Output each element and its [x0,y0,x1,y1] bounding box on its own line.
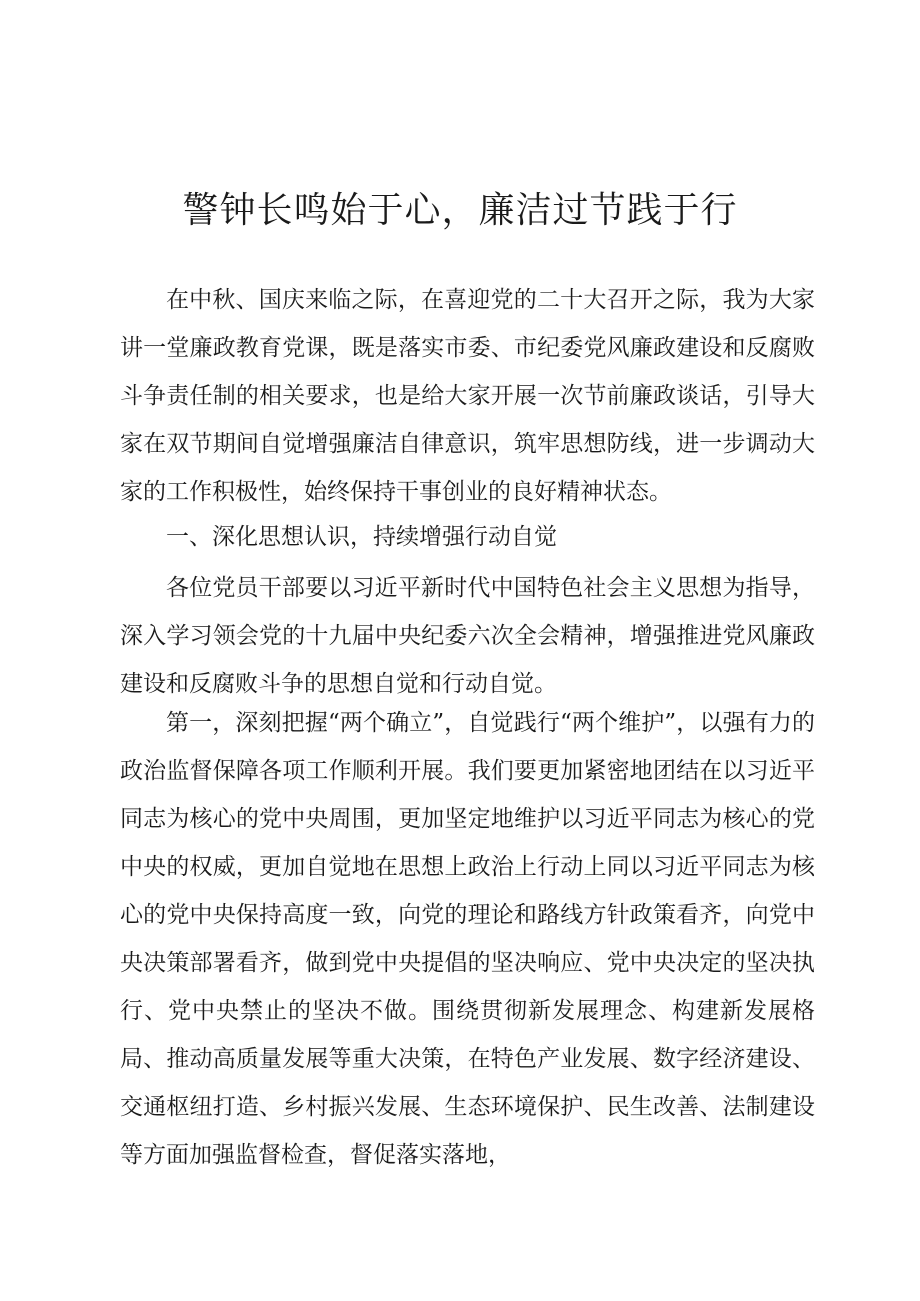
document-title: 警钟长鸣始于心，廉洁过节践于行 [182,190,738,231]
section-heading: 一、深化思想认识，持续增强行动自觉 [166,524,557,550]
section-body-paragraph: 各位党员干部要以习近平新时代中国特色社会主义思想为指导，深入学习领会党的十九届中央纪委六次全会精神，增强推进党风廉政建设和反腐败斗争的思想自觉和行动自觉。 [120,575,815,697]
intro-paragraph: 在中秋、国庆来临之际，在喜迎党的二十大召开之际，我为大家讲一堂廉政教育党课，既是落实市委、市纪委党风廉政建设和反腐败斗争责任制的相关要求，也是给大家开展一次节前廉政谈话，引导大家在双节期间自觉增强廉洁自律意识，筑牢思想防线，进一步调动大家的工作积极性，始终保持干事创业的良好精神状态。 [120,287,815,505]
point-one-paragraph: 第一，深刻把握“两个确立”，自觉践行“两个维护”，以强有力的政治监督保障各项工作顺利开展。我们要更加紧密地团结在以习近平同志为核心的党中央周围，更加坚定地维护以习近平同志为核心的党中央的权威，更加自觉地在思想上政治上行动上同以习近平同志为核心的党中央保持高度一致，向党的理论和路线方针政策看齐，向党中央决策部署看齐，做到党中央提倡的坚决响应、党中央决定的坚决执行、党中央禁止的坚决不做。围绕贯彻新发展理念、构建新发展格局、推动高质量发展等重大决策，在特色产业发展、数字经济建设、交通枢纽打造、乡村振兴发展、生态环境保护、民生改善、法制建设等方面加强监督检查，督促落实落地， [120,710,815,1168]
